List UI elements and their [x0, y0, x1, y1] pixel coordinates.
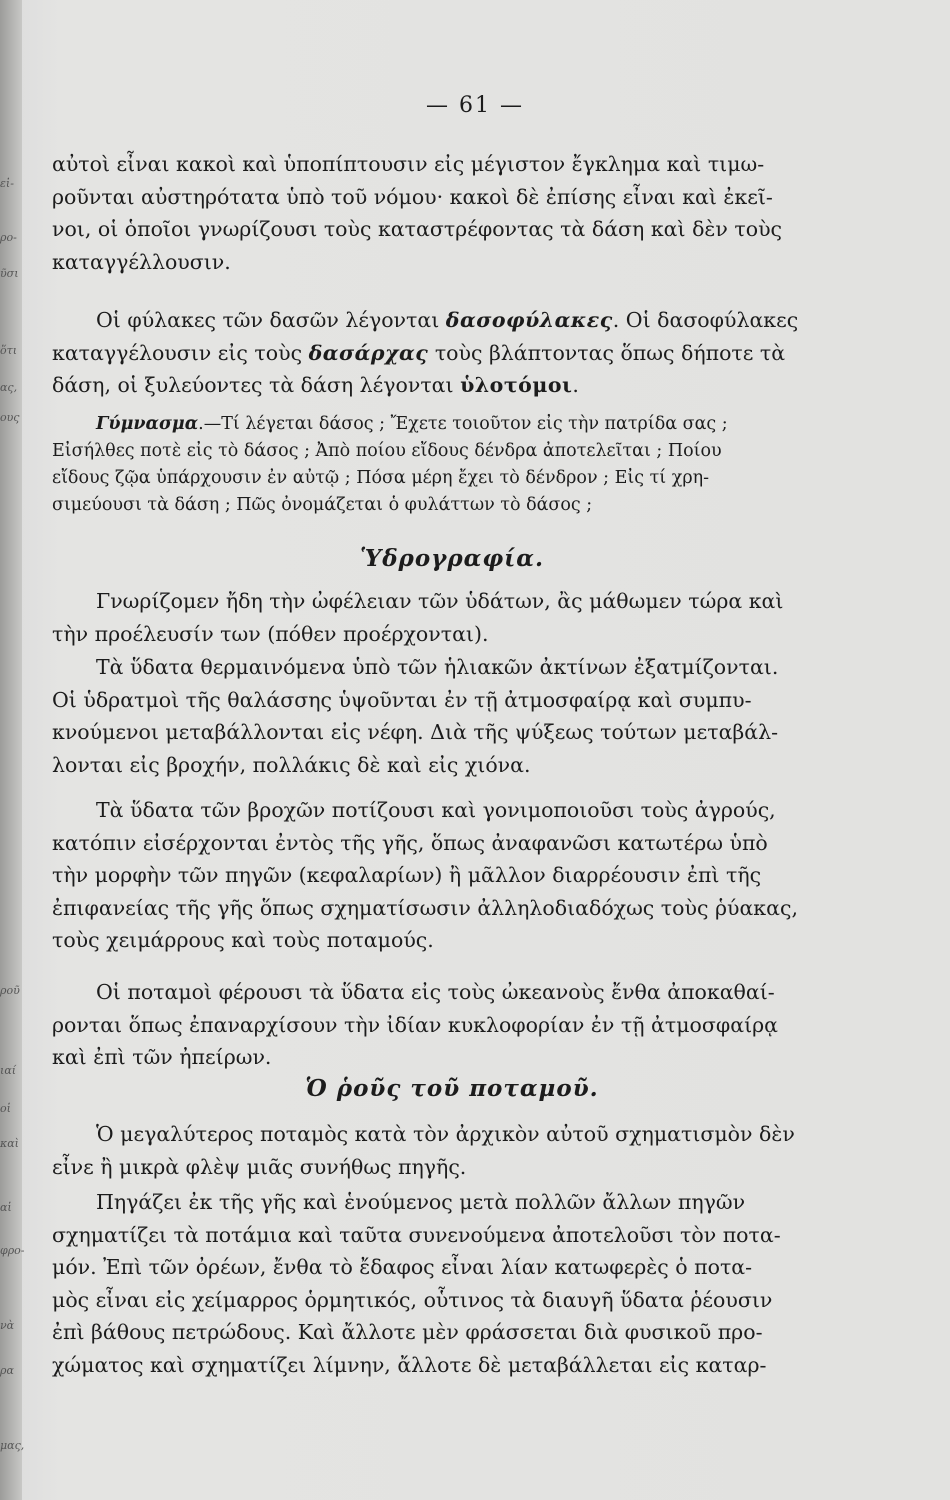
- text-line: αὐτοὶ εἶναι κακοὶ καὶ ὑποπίπτουσιν εἰς μέγιστον ἔγκλημα καὶ τιμω-: [52, 152, 765, 176]
- exercise-label: Γύμνασμα: [96, 414, 199, 434]
- margin-fragment: οἱ: [0, 1102, 11, 1115]
- text-line: σιμεύουσι τὰ δάση ; Πῶς ὀνομάζεται ὁ φυλάττων τὸ δάσος ;: [52, 495, 593, 515]
- text-line: εἶνε ἢ μικρὰ φλὲψ μιᾶς συνήθως πηγῆς.: [52, 1154, 467, 1179]
- page-number: — 61 —: [426, 93, 524, 118]
- margin-fragment: ρα: [0, 1364, 14, 1377]
- text-line: [52, 304, 852, 337]
- margin-fragment: καὶ: [0, 1137, 19, 1150]
- text-line: εἴδους ζῷα ὑπάρχουσιν ἐν αὐτῷ ; Πόσα μέρη ἔχει τὸ δένδρον ; Εἰς τί χρη-: [52, 468, 710, 488]
- margin-fragment: ιαί: [0, 1064, 17, 1077]
- text-line: Τὰ ὕδατα τῶν βροχῶν ποτίζουσι καὶ γονιμοποιοῦσι τοὺς ἀγρούς,: [96, 798, 776, 822]
- text-line: λονται εἰς βροχήν, πολλάκις δὲ καὶ εἰς χιόνα.: [52, 752, 531, 777]
- text-line: Τὰ ὕδατα θερμαινόμενα ὑπὸ τῶν ἡλιακῶν ἀκτίνων ἐξατμίζονται.: [96, 655, 779, 679]
- text-line: Ὁ μεγαλύτερος ποταμὸς κατὰ τὸν ἀρχικὸν αὐτοῦ σχηματισμὸν δὲν: [96, 1122, 795, 1146]
- text-line: τὴν προέλευσίν των (πόθεν προέρχονται).: [52, 621, 489, 646]
- text-run: δάση, οἱ ξυλεύοντες τὰ δάση λέγονται: [52, 373, 461, 397]
- margin-fragment: φρο-: [0, 1244, 25, 1257]
- text-line: ἐπὶ βάθους πετρώδους. Καὶ ἄλλοτε μὲν φράσσεται διὰ φυσικοῦ προ-: [52, 1320, 763, 1344]
- text-run: . Οἱ δασοφύλακες: [612, 308, 799, 332]
- paragraph-waters-intro: [52, 585, 852, 650]
- text-line: χώματος καὶ σχηματίζει λίμνην, ἄλλοτε δὲ μεταβάλλεται εἰς καταρ-: [52, 1352, 767, 1377]
- text-line: τὴν μορφὴν τῶν πηγῶν (κεφαλαρίων) ἢ μᾶλλον διαρρέουσιν ἐπὶ τῆς: [52, 863, 762, 887]
- margin-fragment: αἱ: [0, 1201, 12, 1214]
- margin-fragment: μας,: [0, 1439, 25, 1452]
- text-line: νοι, οἱ ὁποῖοι γνωρίζουσι τοὺς καταστρέφοντας τὰ δάση καὶ δὲν τοὺς: [52, 217, 783, 241]
- text-line: [52, 411, 852, 438]
- paragraph-river-course: [52, 1186, 852, 1381]
- paragraph-rainwater: [52, 794, 852, 957]
- text-run: .—Τί λέγεται δάσος ; Ἔχετε τοιοῦτον εἰς τὴν πατρίδα σας ;: [198, 414, 728, 434]
- text-run: τοὺς βλάπτοντας ὅπως δήποτε τὰ: [428, 340, 786, 365]
- margin-fragment: ὅτι: [0, 344, 18, 357]
- paragraph-evaporation: [52, 651, 852, 781]
- margin-fragment: νὰ: [0, 1319, 15, 1332]
- section-heading-hydrography: Ὑδρογραφία.: [359, 545, 544, 572]
- text-line: Πηγάζει ἐκ τῆς γῆς καὶ ἑνούμενος μετὰ πολλῶν ἄλλων πηγῶν: [96, 1190, 746, 1214]
- margin-fragment: ροῦ: [0, 984, 20, 997]
- text-line: ροῦνται αὐστηρότατα ὑπὸ τοῦ νόμου· κακοὶ δὲ ἐπίσης εἶναι καὶ ἐκεῖ-: [52, 184, 773, 209]
- text-run: καταγγέλουσιν εἰς τοὺς: [52, 340, 309, 365]
- margin-fragment: ας,: [0, 381, 18, 394]
- margin-fragment: ρο-: [0, 231, 17, 244]
- text-line: μὸς εἶναι εἰς χείμαρρος ὁρμητικός, οὗτινος τὰ διαυγῆ ὕδατα ῥέουσιν: [52, 1287, 773, 1312]
- term-dasofylakes: δασοφύλακες: [445, 308, 613, 332]
- text-run: .: [572, 373, 579, 397]
- text-line: Γνωρίζομεν ἤδη τὴν ὠφέλειαν τῶν ὑδάτων, ἂς μάθωμεν τώρα καὶ: [96, 589, 784, 613]
- margin-fragment: ῦσι: [0, 267, 19, 280]
- term-ylotomoi: ὑλοτόμοι: [460, 373, 573, 397]
- text-line: καταγγέλλουσιν.: [52, 249, 231, 274]
- text-line: κατόπιν εἰσέρχονται ἐντὸς τῆς γῆς, ὅπως ἀναφανῶσι κατωτέρω ὑπὸ: [52, 830, 768, 855]
- text-line: τοὺς χειμάρρους καὶ τοὺς ποταμούς.: [52, 928, 434, 952]
- text-line: σχηματίζει τὰ ποτάμια καὶ ταῦτα συνενούμενα ἀποτελοῦσι τὸν ποτα-: [52, 1222, 781, 1247]
- text-line: Οἱ ποταμοὶ φέρουσι τὰ ὕδατα εἰς τοὺς ὠκεανοὺς ἔνθα ἀποκαθαί-: [96, 980, 775, 1004]
- text-line: [52, 337, 852, 370]
- paragraph-laws: [52, 148, 852, 278]
- text-line: ρονται ὅπως ἐπαναρχίσουν τὴν ἰδίαν κυκλοφορίαν ἐν τῇ ἀτμοσφαίρᾳ: [52, 1012, 778, 1037]
- text-line: Εἰσήλθες ποτὲ εἰς τὸ δάσος ; Ἀπὸ ποίου εἴδους δένδρα ἀποτελεῖται ; Ποίου: [52, 441, 722, 461]
- text-run: Οἱ φύλακες τῶν δασῶν λέγονται: [96, 308, 446, 332]
- text-line: καὶ ἐπὶ τῶν ἠπείρων.: [52, 1045, 272, 1069]
- term-dasarchas: δασάρχας: [308, 340, 429, 365]
- margin-fragment: ους: [0, 411, 20, 424]
- text-line: μόν. Ἐπὶ τῶν ὀρέων, ἔνθα τὸ ἔδαφος εἶναι λίαν κατωφερὲς ὁ ποτα-: [52, 1255, 753, 1279]
- text-line: κνούμενοι μεταβάλλονται εἰς νέφη. Διὰ τῆς ψύξεως τούτων μεταβάλ-: [52, 720, 779, 744]
- exercise-block: [52, 411, 852, 519]
- section-heading-river-flow: Ὁ ῥοῦς τοῦ ποταμοῦ.: [305, 1075, 599, 1102]
- margin-fragment: εἰ-: [0, 177, 14, 190]
- binding-gutter: [0, 0, 25, 1500]
- paragraph-rivers-oceans: [52, 976, 852, 1074]
- text-line: [52, 369, 852, 402]
- text-line: Οἱ ὑδρατμοὶ τῆς θαλάσσης ὑψοῦνται ἐν τῇ ἀτμοσφαίρᾳ καὶ συμπυ-: [52, 687, 752, 712]
- paragraph-river-origin: [52, 1118, 852, 1183]
- paragraph-forest-guards: [52, 304, 852, 402]
- text-line: ἐπιφανείας τῆς γῆς ὅπως σχηματίσωσιν ἀλληλοδιαδόχως τοὺς ῥύακας,: [52, 895, 798, 920]
